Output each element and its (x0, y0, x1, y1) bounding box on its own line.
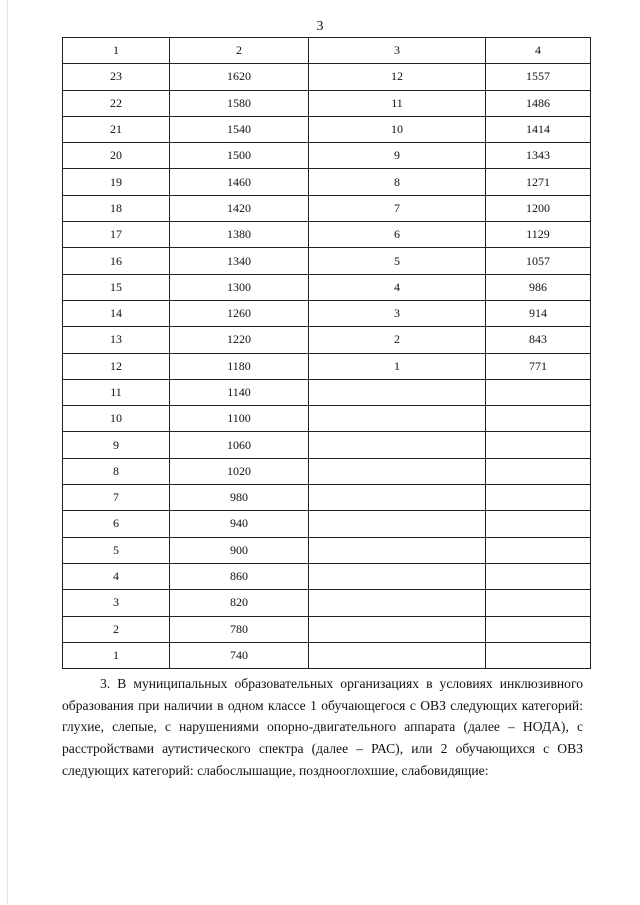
table-row (63, 116, 591, 142)
table-cell: 11 (309, 90, 486, 116)
table-cell: 1200 (486, 195, 591, 221)
table-cell: 4 (63, 563, 170, 589)
table-cell (309, 432, 486, 458)
table-cell: 3 (309, 300, 486, 326)
table-row (63, 406, 591, 432)
table-cell: 4 (309, 274, 486, 300)
table-cell: 5 (63, 537, 170, 563)
paragraph-item-3: 3. В муниципальных образовательных организациях в условиях инклюзивного образования при наличии в одном классе 1 обучающегося с ОВЗ следующих категорий: глухие, слепые, с нарушениями опорно-двигательного аппарата (далее – НОДА), с расстройствами аутистического спектра (далее – РАС), или 2 обучающихся с ОВЗ следующих категорий: слабослышащие, позднооглохшие, слабовидящие: (62, 676, 583, 778)
table-cell (309, 406, 486, 432)
table-cell: 1580 (170, 90, 309, 116)
table-cell (486, 537, 591, 563)
table-cell: 21 (63, 116, 170, 142)
table-row (63, 353, 591, 379)
table-cell: 1414 (486, 116, 591, 142)
table-row (63, 248, 591, 274)
table-cell: 14 (63, 300, 170, 326)
table-cell: 10 (63, 406, 170, 432)
table-cell: 1271 (486, 169, 591, 195)
table-cell: 1540 (170, 116, 309, 142)
table-row (63, 64, 591, 90)
table-cell: 1620 (170, 64, 309, 90)
table-cell: 1380 (170, 222, 309, 248)
table-cell (309, 379, 486, 405)
table-cell: 16 (63, 248, 170, 274)
table-cell (309, 616, 486, 642)
table-cell: 5 (309, 248, 486, 274)
table-cell: 843 (486, 327, 591, 353)
table-cell (486, 485, 591, 511)
table-cell: 15 (63, 274, 170, 300)
table-cell: 8 (309, 169, 486, 195)
table-cell: 2 (63, 616, 170, 642)
table-cell: 6 (309, 222, 486, 248)
table-cell: 11 (63, 379, 170, 405)
table-cell: 1140 (170, 379, 309, 405)
table-cell: 9 (309, 143, 486, 169)
table-cell: 940 (170, 511, 309, 537)
table-cell: 1343 (486, 143, 591, 169)
table-cell: 1100 (170, 406, 309, 432)
table-cell: 1557 (486, 64, 591, 90)
table-row (63, 485, 591, 511)
table-cell: 1300 (170, 274, 309, 300)
data-table (62, 37, 591, 669)
table-cell (309, 537, 486, 563)
table-cell: 12 (309, 64, 486, 90)
table-cell: 13 (63, 327, 170, 353)
table-cell: 914 (486, 300, 591, 326)
table-row (63, 143, 591, 169)
table-cell: 1500 (170, 143, 309, 169)
table-row (63, 511, 591, 537)
table-cell (486, 616, 591, 642)
table-cell: 1260 (170, 300, 309, 326)
table-row (63, 300, 591, 326)
table-cell (309, 642, 486, 668)
table-cell: 1220 (170, 327, 309, 353)
table-cell: 8 (63, 458, 170, 484)
table-cell: 7 (309, 195, 486, 221)
table-cell: 1340 (170, 248, 309, 274)
table-cell: 1057 (486, 248, 591, 274)
table-cell: 12 (63, 353, 170, 379)
table-cell: 10 (309, 116, 486, 142)
table-cell (486, 406, 591, 432)
table-cell: 780 (170, 616, 309, 642)
table-cell: 900 (170, 537, 309, 563)
header-cell: 1 (63, 38, 170, 64)
table-cell: 1 (309, 353, 486, 379)
table-cell: 23 (63, 64, 170, 90)
table-row (63, 222, 591, 248)
table-cell (309, 485, 486, 511)
table-cell: 17 (63, 222, 170, 248)
table-row (63, 195, 591, 221)
table-row (63, 327, 591, 353)
table-cell: 980 (170, 485, 309, 511)
table-row (63, 458, 591, 484)
table-row (63, 590, 591, 616)
table-cell: 6 (63, 511, 170, 537)
table-cell (486, 642, 591, 668)
table-cell: 1486 (486, 90, 591, 116)
table-row (63, 642, 591, 668)
table-row (63, 274, 591, 300)
table-cell: 7 (63, 485, 170, 511)
table-row (63, 379, 591, 405)
table-cell: 1420 (170, 195, 309, 221)
header-cell: 2 (170, 38, 309, 64)
table-cell (309, 458, 486, 484)
table-cell (309, 563, 486, 589)
table-cell: 1060 (170, 432, 309, 458)
header-cell: 3 (309, 38, 486, 64)
table-cell (486, 379, 591, 405)
table-row (63, 169, 591, 195)
table-cell (309, 511, 486, 537)
table-cell: 1 (63, 642, 170, 668)
table-row (63, 616, 591, 642)
table-cell: 2 (309, 327, 486, 353)
scan-edge-line (7, 0, 8, 905)
table-cell (486, 511, 591, 537)
table-cell (309, 590, 486, 616)
table-row (63, 563, 591, 589)
table-cell (486, 563, 591, 589)
table-cell: 740 (170, 642, 309, 668)
table-row (63, 537, 591, 563)
table-body (63, 38, 591, 669)
table-cell: 820 (170, 590, 309, 616)
table-cell: 20 (63, 143, 170, 169)
table-cell: 9 (63, 432, 170, 458)
table-cell: 1460 (170, 169, 309, 195)
table-cell: 22 (63, 90, 170, 116)
table-cell (486, 458, 591, 484)
table-cell: 771 (486, 353, 591, 379)
table-cell: 18 (63, 195, 170, 221)
table-cell (486, 432, 591, 458)
table-cell: 3 (63, 590, 170, 616)
table-header-row (63, 38, 591, 64)
table-cell: 1129 (486, 222, 591, 248)
table-cell (486, 590, 591, 616)
page-number: 3 (316, 19, 324, 34)
table-row (63, 90, 591, 116)
table-cell: 860 (170, 563, 309, 589)
table-row (63, 432, 591, 458)
table-cell: 986 (486, 274, 591, 300)
header-cell: 4 (486, 38, 591, 64)
table-cell: 19 (63, 169, 170, 195)
table-cell: 1180 (170, 353, 309, 379)
table-cell: 1020 (170, 458, 309, 484)
